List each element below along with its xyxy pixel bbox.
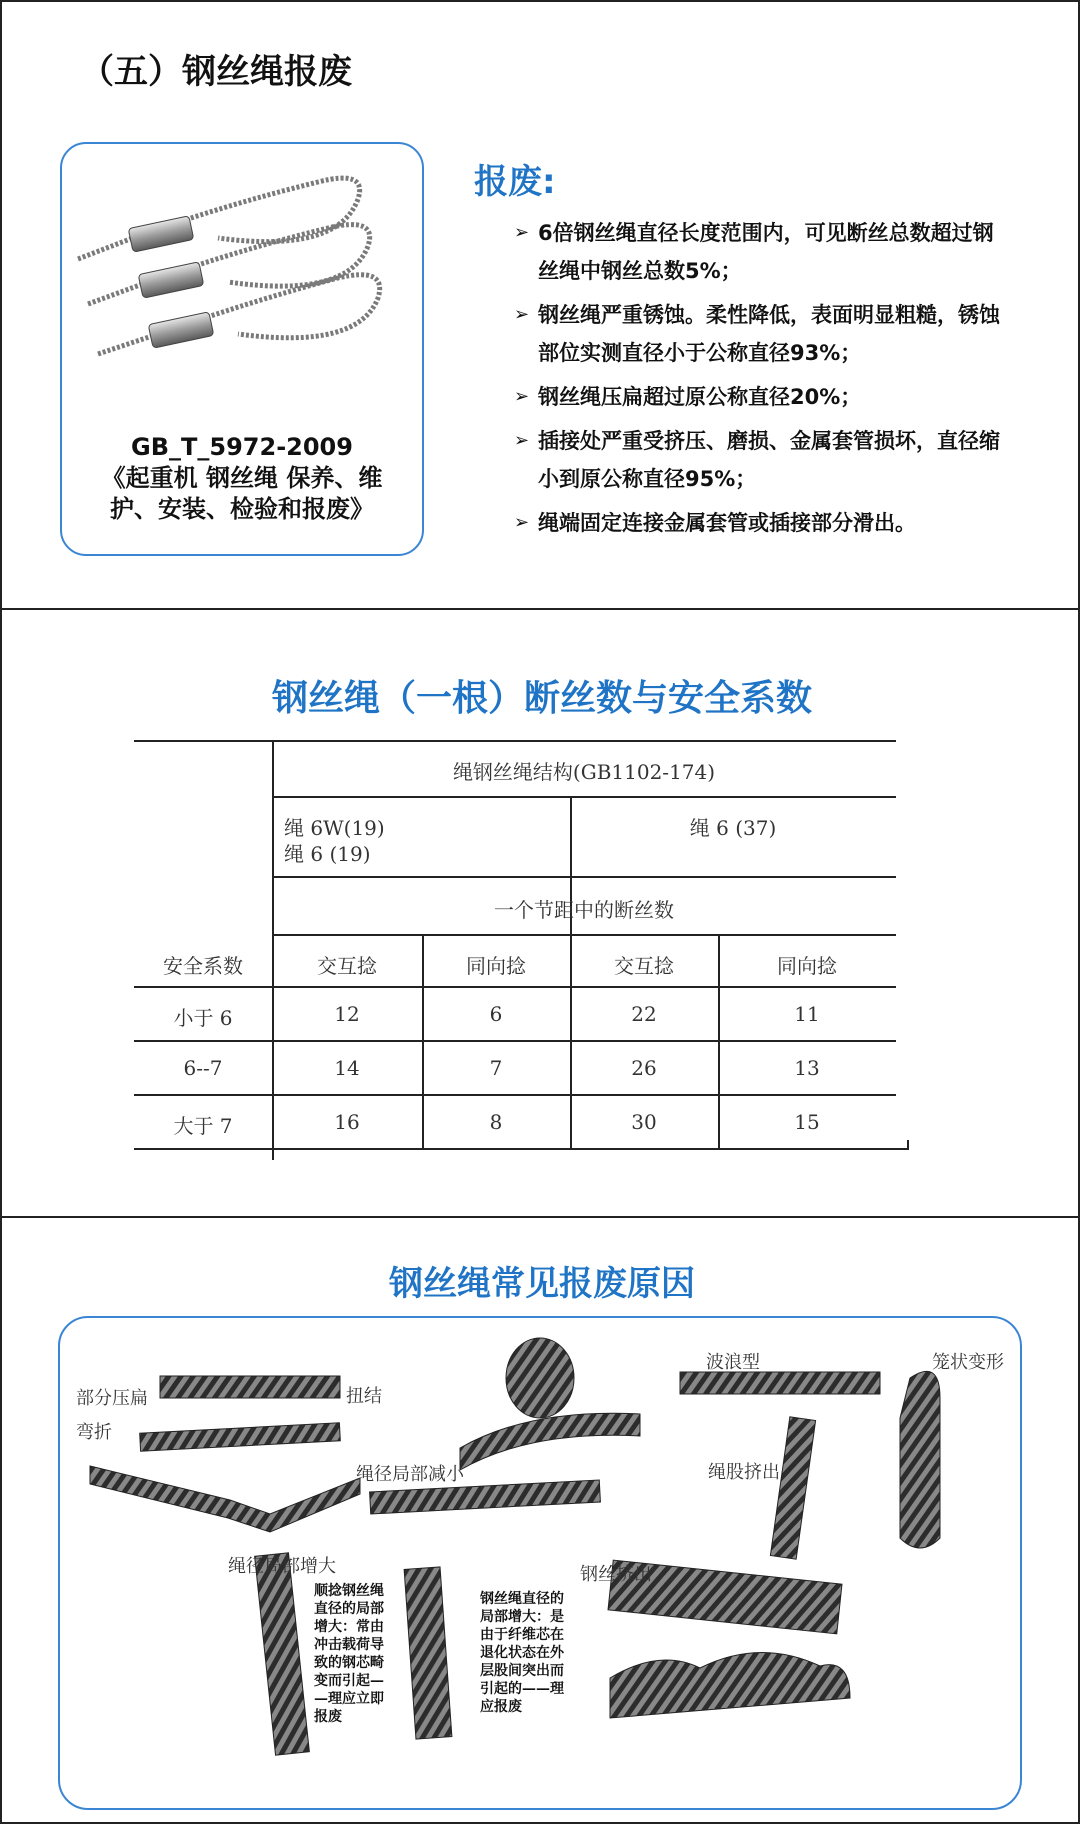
note-diameter-increase-fiber: [480, 1590, 576, 1716]
group-b: 绳 6 (37): [689, 816, 777, 840]
arrow-bullet-icon: ➢: [514, 386, 530, 407]
rope-bend-top: [140, 1423, 341, 1451]
table-cell: 13: [794, 1056, 820, 1080]
standard-title-line2: 护、安装、检验和报废》: [110, 495, 374, 523]
label-strand-extrude: 绳股挤出: [708, 1462, 780, 1483]
table-cell: 22: [631, 1002, 657, 1026]
arrow-bullet-icon: ➢: [514, 512, 530, 533]
rule-broken: [272, 934, 896, 936]
scrap-criterion-1: [514, 214, 1014, 290]
scrap-criterion-text: 插接处严重受挤压、磨损、金属套管损坏，直径缩小到原公称直径95%；: [538, 429, 1000, 491]
note-line: 冲击载荷导: [314, 1637, 384, 1653]
standard-code: GB_T_5972-2009: [131, 433, 353, 461]
section-title: （五）钢丝绳报废: [80, 52, 352, 92]
note-line: 变而引起—: [314, 1673, 384, 1689]
table-cell: 16: [334, 1110, 360, 1134]
scrap-criterion-text: 钢丝绳压扁超过原公称直径20%；: [538, 385, 862, 409]
group-a-line1: 绳 6W(19): [284, 816, 385, 840]
ferrule-1: [128, 216, 194, 252]
vline-end: [907, 1140, 909, 1150]
scrap-criterion-text: 钢丝绳严重锈蚀。柔性降低，表面明显粗糙，锈蚀部位实测直径小于公称直径93%；: [538, 303, 1000, 365]
scrap-criterion-2: [514, 296, 1014, 372]
rope-partial-flatten: [160, 1376, 340, 1398]
ferrules: [128, 216, 214, 348]
arrow-bullet-icon: ➢: [514, 304, 530, 325]
sling-group: [78, 178, 380, 354]
table-cell: 15: [794, 1110, 820, 1134]
table-row-label: 大于 7: [173, 1114, 233, 1138]
table-title: 钢丝绳（一根）断丝数与安全系数: [271, 678, 812, 719]
lay-header: 同向捻: [466, 954, 526, 978]
rule-bottom: [134, 1148, 909, 1150]
rule-top: [134, 740, 896, 742]
note-diameter-increase-independent: [314, 1582, 394, 1726]
lay-header: 交互捻: [614, 954, 674, 978]
broken-wire-table-panel: [0, 608, 1080, 1218]
note-line: 致的钢芯畸: [314, 1655, 384, 1671]
rope-wave: [680, 1372, 880, 1394]
rope-strand-extrude: [770, 1417, 815, 1559]
causes-title: 钢丝绳常见报废原因: [389, 1264, 695, 1304]
table-cell: 7: [489, 1056, 503, 1080]
safety-header: 安全系数: [163, 954, 243, 978]
label-partial-flatten: 部分压扁: [76, 1388, 148, 1409]
rule-row2: [134, 1094, 896, 1096]
standard-reference: [62, 432, 422, 525]
note-line: 报废: [314, 1709, 342, 1725]
rule-groups: [272, 876, 896, 878]
scrap-standard-panel: [0, 0, 1080, 610]
scrap-criterion-3: [514, 378, 1014, 416]
note-line: 退化状态在外: [480, 1645, 564, 1661]
rule-row1: [134, 1040, 896, 1042]
wire-rope-photo-card: [60, 142, 424, 556]
broken-wire-table: [134, 740, 914, 1170]
scrap-criterion-5: [514, 504, 1014, 542]
scrap-criterion-4: [514, 422, 1014, 498]
label-cage: 笼状变形: [932, 1352, 1004, 1373]
table-cell: 8: [489, 1110, 503, 1134]
standard-title-line1: 《起重机 钢丝绳 保养、维: [101, 464, 383, 492]
note-line: 引起的——理: [480, 1681, 564, 1697]
rope-diameter-increase-2: [404, 1567, 452, 1739]
scrap-criterion-text: 绳端固定连接金属套管或插接部分滑出。: [538, 511, 916, 535]
rope-bend: [90, 1466, 360, 1532]
table-cell: 30: [631, 1110, 657, 1134]
table-cell: 6: [489, 1002, 503, 1026]
note-line: 应报废: [480, 1699, 522, 1715]
table-row-label: 6--7: [183, 1056, 223, 1080]
note-line: 由于纤维芯在: [480, 1627, 564, 1643]
rope-damage-illustrations: [60, 1318, 1022, 1810]
arrow-bullet-icon: ➢: [514, 222, 530, 243]
table-cell: 14: [334, 1056, 360, 1080]
note-line: —理应立即: [314, 1691, 384, 1707]
kink-bird-nest: [506, 1338, 574, 1418]
broken-header: 一个节距中的断丝数: [494, 898, 674, 922]
scrap-causes-collage: [58, 1316, 1022, 1810]
label-diameter-increase: 绳径局部增大: [228, 1556, 336, 1577]
lay-header: 交互捻: [317, 954, 377, 978]
table-cell: 26: [631, 1056, 657, 1080]
scrap-criterion-text: 6倍钢丝绳直径长度范围内，可见断丝总数超过钢丝绳中钢丝总数5%；: [538, 221, 994, 283]
rope-cage: [900, 1371, 940, 1548]
rule-structure: [272, 796, 896, 798]
note-line: 直径的局部: [314, 1601, 384, 1617]
wire-rope-slings-illustration: [68, 164, 418, 424]
label-wave: 波浪型: [706, 1352, 760, 1373]
scrap-criteria-list: [514, 214, 1014, 548]
table-cell: 11: [794, 1002, 820, 1026]
label-kink: 扭结: [346, 1386, 382, 1407]
ferrule-2: [138, 262, 204, 298]
note-line: 顺捻钢丝绳: [314, 1583, 384, 1599]
arrow-bullet-icon: ➢: [514, 430, 530, 451]
note-line: 层股间突出而: [480, 1663, 564, 1679]
label-diameter-reduce: 绳径局部减小: [356, 1464, 464, 1485]
rope-kink: [460, 1413, 640, 1470]
sling-1: [78, 178, 360, 259]
table-cell: 12: [334, 1002, 360, 1026]
structure-header: 绳钢丝绳结构(GB1102-174): [452, 760, 716, 784]
rule-lay: [134, 986, 896, 988]
lay-header: 同向捻: [777, 954, 837, 978]
note-line: 钢丝绳直径的: [480, 1591, 564, 1607]
label-bend: 弯折: [76, 1422, 112, 1443]
rope-wire-extrude-2: [610, 1652, 850, 1718]
note-line: 局部增大：是: [480, 1609, 564, 1625]
table-row-label: 小于 6: [173, 1006, 233, 1030]
scrap-causes-panel: [0, 1216, 1080, 1824]
group-a-line2: 绳 6 (19): [284, 842, 371, 866]
scrap-heading: 报废:: [474, 162, 556, 202]
note-line: 增大：常由: [314, 1619, 384, 1635]
rope-diameter-increase-1: [255, 1553, 310, 1755]
label-wire-extrude: 钢丝挤出: [580, 1564, 652, 1585]
ferrule-3: [148, 312, 214, 348]
